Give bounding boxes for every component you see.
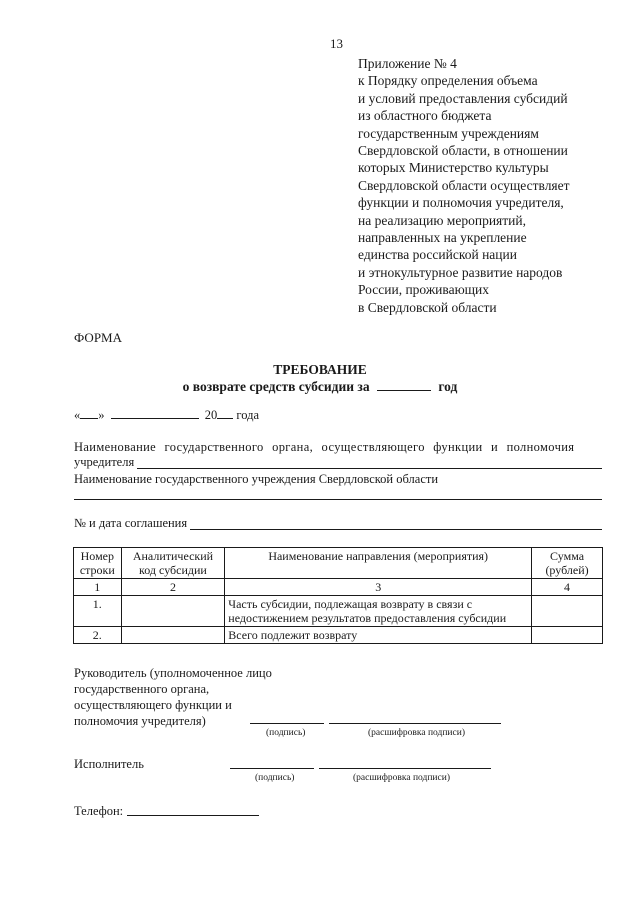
- appendix-header: [358, 55, 628, 316]
- year-digits-blank[interactable]: [217, 408, 233, 419]
- table-column-numbers-row: [74, 579, 603, 596]
- agreement-label: № и дата соглашения: [74, 516, 188, 530]
- head-signature-caption: (подпись): [266, 728, 306, 738]
- table-header-row: [74, 548, 603, 579]
- executor-label: Исполнитель: [74, 757, 144, 771]
- agreement-line: [74, 516, 602, 531]
- appendix-line: Свердловской области, в отношении: [358, 143, 568, 159]
- document-subtitle: [0, 379, 640, 395]
- appendix-line: к Порядку определения объема: [358, 73, 538, 89]
- appendix-line: и условий предоставления субсидий: [358, 90, 568, 106]
- month-blank[interactable]: [111, 408, 199, 419]
- appendix-line: России, проживающих: [358, 282, 490, 298]
- row-code-cell[interactable]: [121, 627, 225, 644]
- executor-decode-caption: (расшифровка подписи): [353, 773, 450, 783]
- header-direction: Наименование направления (мероприятия): [225, 548, 532, 579]
- head-line: Руководитель (уполномоченное лицо: [74, 666, 272, 680]
- day-blank[interactable]: [80, 408, 98, 419]
- row-number: 1.: [74, 596, 122, 627]
- executor-decode-line[interactable]: [319, 768, 491, 769]
- head-decode-caption: (расшифровка подписи): [368, 728, 465, 738]
- appendix-line: направленных на укрепление: [358, 230, 527, 246]
- open-quote: «: [74, 408, 81, 422]
- subtitle-prefix: о возврате средств субсидии за: [182, 379, 370, 394]
- appendix-line: единства российской нации: [358, 247, 517, 263]
- head-line: полномочия учредителя): [74, 714, 206, 728]
- head-signature-label: [74, 665, 272, 729]
- appendix-line: Приложение № 4: [358, 56, 457, 71]
- appendix-line: и этнокультурное развитие народов: [358, 264, 563, 280]
- table-row: [74, 627, 603, 644]
- form-label: ФОРМА: [74, 330, 122, 345]
- appendix-line: на реализацию мероприятий,: [358, 212, 526, 228]
- header-row-number: Номер строки: [74, 548, 122, 579]
- header-amount: Сумма (рублей): [532, 548, 603, 579]
- head-decode-line[interactable]: [329, 723, 501, 724]
- head-signature-line[interactable]: [250, 723, 324, 724]
- appendix-line: Свердловской области осуществляет: [358, 177, 570, 193]
- row-number: 2.: [74, 627, 122, 644]
- row-amount-cell[interactable]: [532, 596, 603, 627]
- head-line: государственного органа,: [74, 682, 210, 696]
- table-row: [74, 596, 603, 627]
- year-suffix: года: [236, 408, 259, 422]
- page-number: 13: [330, 36, 343, 51]
- org-name-input[interactable]: [137, 455, 602, 469]
- appendix-line: функции и полномочия учредителя,: [358, 195, 564, 211]
- appendix-line: в Свердловской области: [358, 299, 497, 315]
- date-line: [74, 408, 259, 423]
- phone-input[interactable]: [127, 803, 259, 816]
- executor-signature-line[interactable]: [230, 768, 314, 769]
- column-number: 4: [532, 579, 603, 596]
- row-amount-cell[interactable]: [532, 627, 603, 644]
- org-name-label: [74, 440, 602, 455]
- column-number: 1: [74, 579, 122, 596]
- column-number: 2: [121, 579, 225, 596]
- phone-label: Телефон:: [74, 804, 124, 818]
- header-code: Аналитический код субсидии: [121, 548, 225, 579]
- row-code-cell[interactable]: [121, 596, 225, 627]
- year-blank[interactable]: [377, 379, 431, 391]
- appendix-line: которых Министерство культуры: [358, 160, 549, 176]
- phone-line: [74, 803, 259, 819]
- executor-signature-caption: (подпись): [255, 773, 295, 783]
- appendix-line: государственным учреждениям: [358, 125, 539, 141]
- year-prefix: 20: [204, 408, 218, 422]
- row-direction: Часть субсидии, подлежащая возврату в связи с недостижением результатов предоставления субсидии: [225, 596, 532, 627]
- close-quote: »: [98, 408, 105, 422]
- appendix-line: из областного бюджета: [358, 108, 492, 124]
- subtitle-suffix: год: [438, 379, 458, 394]
- org-line2-text: учредителя: [74, 455, 135, 469]
- head-line: осуществляющего функции и: [74, 698, 232, 712]
- institution-label: Наименование государственного учреждения Свердловской области: [74, 472, 439, 486]
- refund-table: [73, 547, 603, 644]
- column-number: 3: [225, 579, 532, 596]
- row-direction: Всего подлежит возврату: [225, 627, 532, 644]
- org-line2: [74, 455, 602, 470]
- agreement-input[interactable]: [190, 516, 602, 530]
- document-title: ТРЕБОВАНИЕ: [273, 362, 367, 377]
- org-line1-text: Наименование государственного органа, осуществляющего функции и полномочия: [74, 440, 575, 454]
- institution-input-line[interactable]: [74, 499, 602, 500]
